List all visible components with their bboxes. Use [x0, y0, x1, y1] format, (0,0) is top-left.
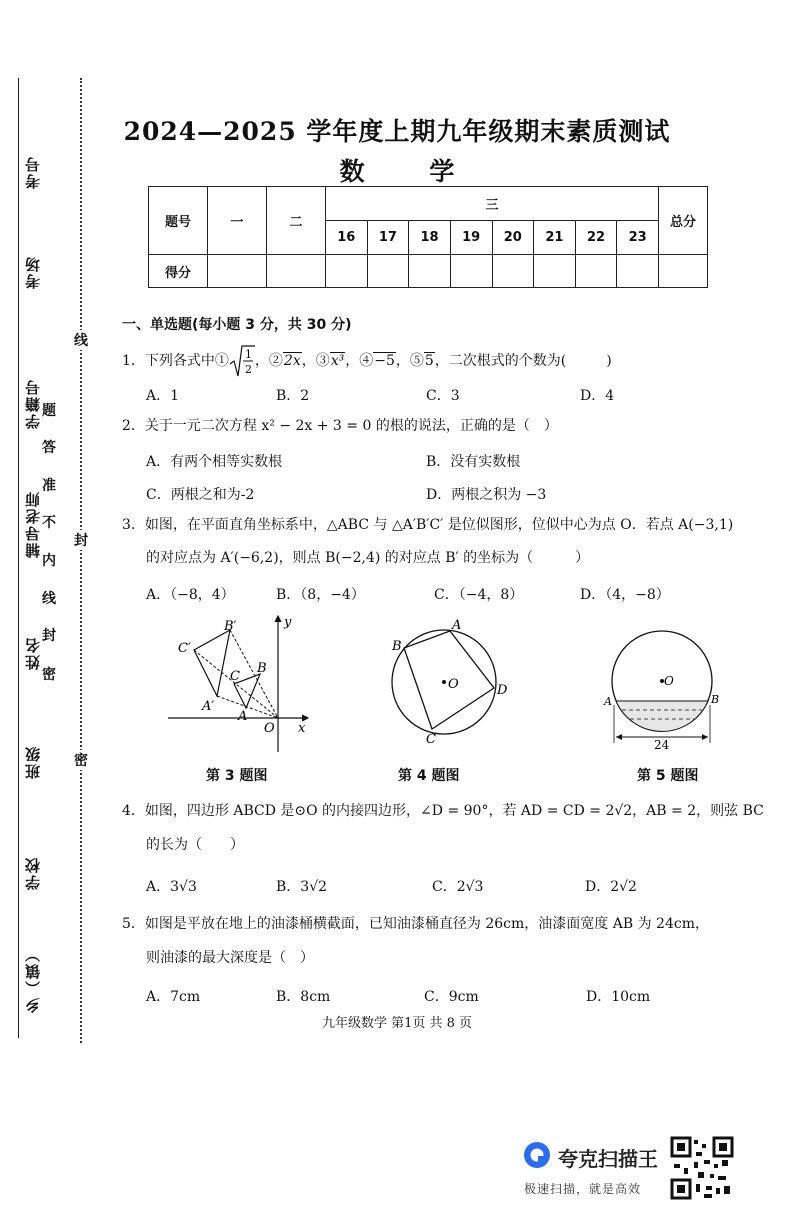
- field-class: 班级: [24, 745, 42, 779]
- sqrt-half-icon: [229, 344, 255, 378]
- score-cell[interactable]: [534, 255, 576, 288]
- score-subcol: 23: [617, 221, 659, 255]
- question-3-line-1: 3．如图，在平面直角坐标系中，△ABC 与 △A′B′C′ 是位似图形，位似中心为点 O．若点 A(−3,1): [122, 517, 734, 533]
- fig5-label-24: 24: [654, 738, 670, 749]
- q1-radicand: 2x: [283, 353, 301, 369]
- score-cell[interactable]: [492, 255, 534, 288]
- fig3-label-a: A: [238, 709, 248, 724]
- question-2: 2．关于一元二次方程 x² − 2x + 3 = 0 的根的说法，正确的是（ ）: [122, 418, 558, 434]
- seal-mark-line: 线: [74, 330, 88, 350]
- q2-option-b[interactable]: B．没有实数根: [426, 454, 521, 470]
- fig4-label-c: C: [426, 732, 436, 746]
- field-name: 姓名: [24, 636, 42, 670]
- question-4-line-1: 4．如图，四边形 ABCD 是⊙O 的内接四边形，∠D = 90°，若 AD = CD = 2√2，AB = 2，则弦 BC: [122, 803, 764, 819]
- score-subcol: 18: [409, 221, 451, 255]
- q1-radicand: 5: [424, 353, 434, 369]
- score-cell[interactable]: [575, 255, 617, 288]
- paint-segment: [616, 701, 708, 731]
- q4-option-a[interactable]: A．3√3: [146, 879, 197, 895]
- seal-char: 答: [42, 440, 56, 456]
- score-cell[interactable]: [267, 255, 326, 288]
- score-cell[interactable]: [409, 255, 451, 288]
- score-col-3-group: 三: [326, 187, 659, 221]
- q1-lead: 1．下列各式中①: [122, 353, 229, 369]
- seal-char: 准: [42, 478, 56, 494]
- fig3-label-c-prime: C′: [178, 641, 191, 656]
- fig4-label-a: A: [452, 618, 462, 633]
- seal-mark-secret: 密: [74, 750, 88, 770]
- q1-option-d[interactable]: D．4: [580, 388, 615, 404]
- page-footer: 九年级数学 第1页 共 8 页: [321, 1016, 473, 1031]
- score-cell[interactable]: [208, 255, 267, 288]
- q1-sep: ，②: [254, 353, 283, 369]
- fig4-label-b: B: [392, 639, 402, 654]
- q3-option-d[interactable]: D．（4，−8）: [580, 587, 670, 603]
- score-table: [148, 186, 708, 288]
- fig3-label-c: C: [230, 669, 240, 684]
- q4-option-d[interactable]: D．2√2: [585, 879, 637, 895]
- question-5-line-1: 5．如图是平放在地上的油漆桶横截面，已知油漆桶直径为 26cm，油漆面宽度 AB 为 24cm，: [122, 916, 709, 932]
- q5-option-c[interactable]: C．9cm: [424, 989, 479, 1005]
- quark-logo-icon: [522, 1140, 552, 1170]
- q1-close-paren: ): [606, 353, 612, 369]
- score-cell[interactable]: [326, 255, 368, 288]
- fig3-label-b-prime: B′: [224, 619, 237, 634]
- q1-sep: ，③: [301, 353, 330, 369]
- figure-5-caption: 第 5 题图: [637, 768, 699, 784]
- figure-5: [598, 615, 724, 749]
- fig3-label-o: O: [264, 721, 275, 736]
- fig3-label-y: y: [284, 615, 292, 630]
- fig3-label-x: x: [298, 721, 306, 736]
- q5-option-b[interactable]: B．8cm: [276, 989, 331, 1005]
- score-cell[interactable]: [450, 255, 492, 288]
- field-township: 乡（镇）: [24, 945, 42, 1013]
- score-subcol: 20: [492, 221, 534, 255]
- score-row-label: 得分: [149, 255, 208, 288]
- q2-option-a[interactable]: A．有两个相等实数根: [146, 454, 283, 470]
- score-cell[interactable]: [617, 255, 659, 288]
- svg-text:2: 2: [244, 363, 252, 376]
- q1-option-a[interactable]: A．1: [146, 388, 180, 404]
- seal-char: 内: [42, 553, 56, 569]
- svg-text:1: 1: [244, 348, 252, 361]
- triangle-a-prime-b-prime-c-prime: [194, 630, 230, 696]
- score-subcol: 17: [367, 221, 409, 255]
- q4-option-b[interactable]: B．3√2: [276, 879, 328, 895]
- q2-option-c[interactable]: C．两根之和为-2: [146, 487, 255, 503]
- fig3-label-b: B: [257, 661, 267, 676]
- q3-option-a[interactable]: A．（−8，4）: [146, 587, 235, 603]
- q3-option-c[interactable]: C．（−4，8）: [434, 587, 524, 603]
- field-exam-number: 考号: [24, 155, 42, 189]
- q4-option-c[interactable]: C．2√3: [432, 879, 484, 895]
- score-subcol: 16: [326, 221, 368, 255]
- field-school: 学校: [24, 856, 42, 890]
- scanner-brand: 夸克扫描王: [558, 1147, 658, 1171]
- score-col-1: 一: [208, 187, 267, 255]
- q1-sep: ，④: [345, 353, 374, 369]
- seal-char: 不: [42, 515, 56, 531]
- question-5-line-2: 则油漆的最大深度是（ ）: [146, 950, 314, 966]
- score-cell[interactable]: [659, 255, 708, 288]
- exam-title: 2024—2025 学年度上期九年级期末素质测试: [123, 117, 671, 146]
- q1-tail: ，二次根式的个数为(: [434, 353, 567, 369]
- q5-option-d[interactable]: D．10cm: [586, 989, 651, 1005]
- q1-option-b[interactable]: B．2: [276, 388, 310, 404]
- seal-dotted-line: [80, 78, 82, 1043]
- fig5-label-b: B: [711, 693, 720, 706]
- scanner-slogan: 极速扫描，就是高效: [524, 1182, 642, 1196]
- q1-radicand: −5: [374, 353, 395, 369]
- seal-char: 线: [42, 591, 56, 607]
- figure-4-caption: 第 4 题图: [398, 768, 460, 784]
- score-cell[interactable]: [367, 255, 409, 288]
- score-subcol: 21: [534, 221, 576, 255]
- fig4-label-d: D: [497, 683, 508, 698]
- question-3-line-2: 的对应点为 A′(−6,2)，则点 B(−2,4) 的对应点 B′ 的坐标为（ ）: [146, 550, 590, 566]
- fig3-label-a-prime: A′: [202, 699, 215, 714]
- score-header-label: 题号: [149, 187, 208, 255]
- field-exam-room: 考场: [24, 255, 42, 289]
- q1-radicand: x³: [330, 353, 345, 369]
- field-tutor: 辅导老师: [24, 490, 42, 558]
- qr-code-icon: [670, 1136, 734, 1200]
- score-subcol: 19: [450, 221, 492, 255]
- figure-4: [384, 612, 514, 746]
- figure-3: [160, 612, 320, 754]
- binding-line: [18, 78, 19, 1038]
- seal-mark-seal: 封: [74, 530, 88, 550]
- fig4-label-o: O: [448, 677, 459, 692]
- question-1: [122, 344, 612, 378]
- fig5-label-a: A: [604, 695, 612, 708]
- figure-3-caption: 第 3 题图: [206, 768, 268, 784]
- q5-option-a[interactable]: A．7cm: [146, 989, 201, 1005]
- q3-option-b[interactable]: B．（8，−4）: [276, 587, 365, 603]
- score-total-label: 总分: [659, 187, 708, 255]
- fig5-label-o: O: [664, 674, 674, 688]
- score-col-2: 二: [267, 187, 326, 255]
- question-4-line-2: 的长为（ ）: [146, 837, 244, 853]
- q2-option-d[interactable]: D．两根之积为 −3: [426, 487, 547, 503]
- q1-sep: ，⑤: [395, 353, 424, 369]
- exam-subject: 数 学: [339, 157, 483, 186]
- seal-char: 题: [42, 403, 56, 419]
- seal-char: 密: [42, 667, 56, 683]
- q1-option-c[interactable]: C．3: [426, 388, 460, 404]
- seal-char: 封: [42, 628, 56, 644]
- score-subcol: 22: [575, 221, 617, 255]
- field-student-id: 学籍号: [24, 378, 42, 429]
- section-1-heading: 一、单选题(每小题 3 分，共 30 分): [122, 317, 352, 333]
